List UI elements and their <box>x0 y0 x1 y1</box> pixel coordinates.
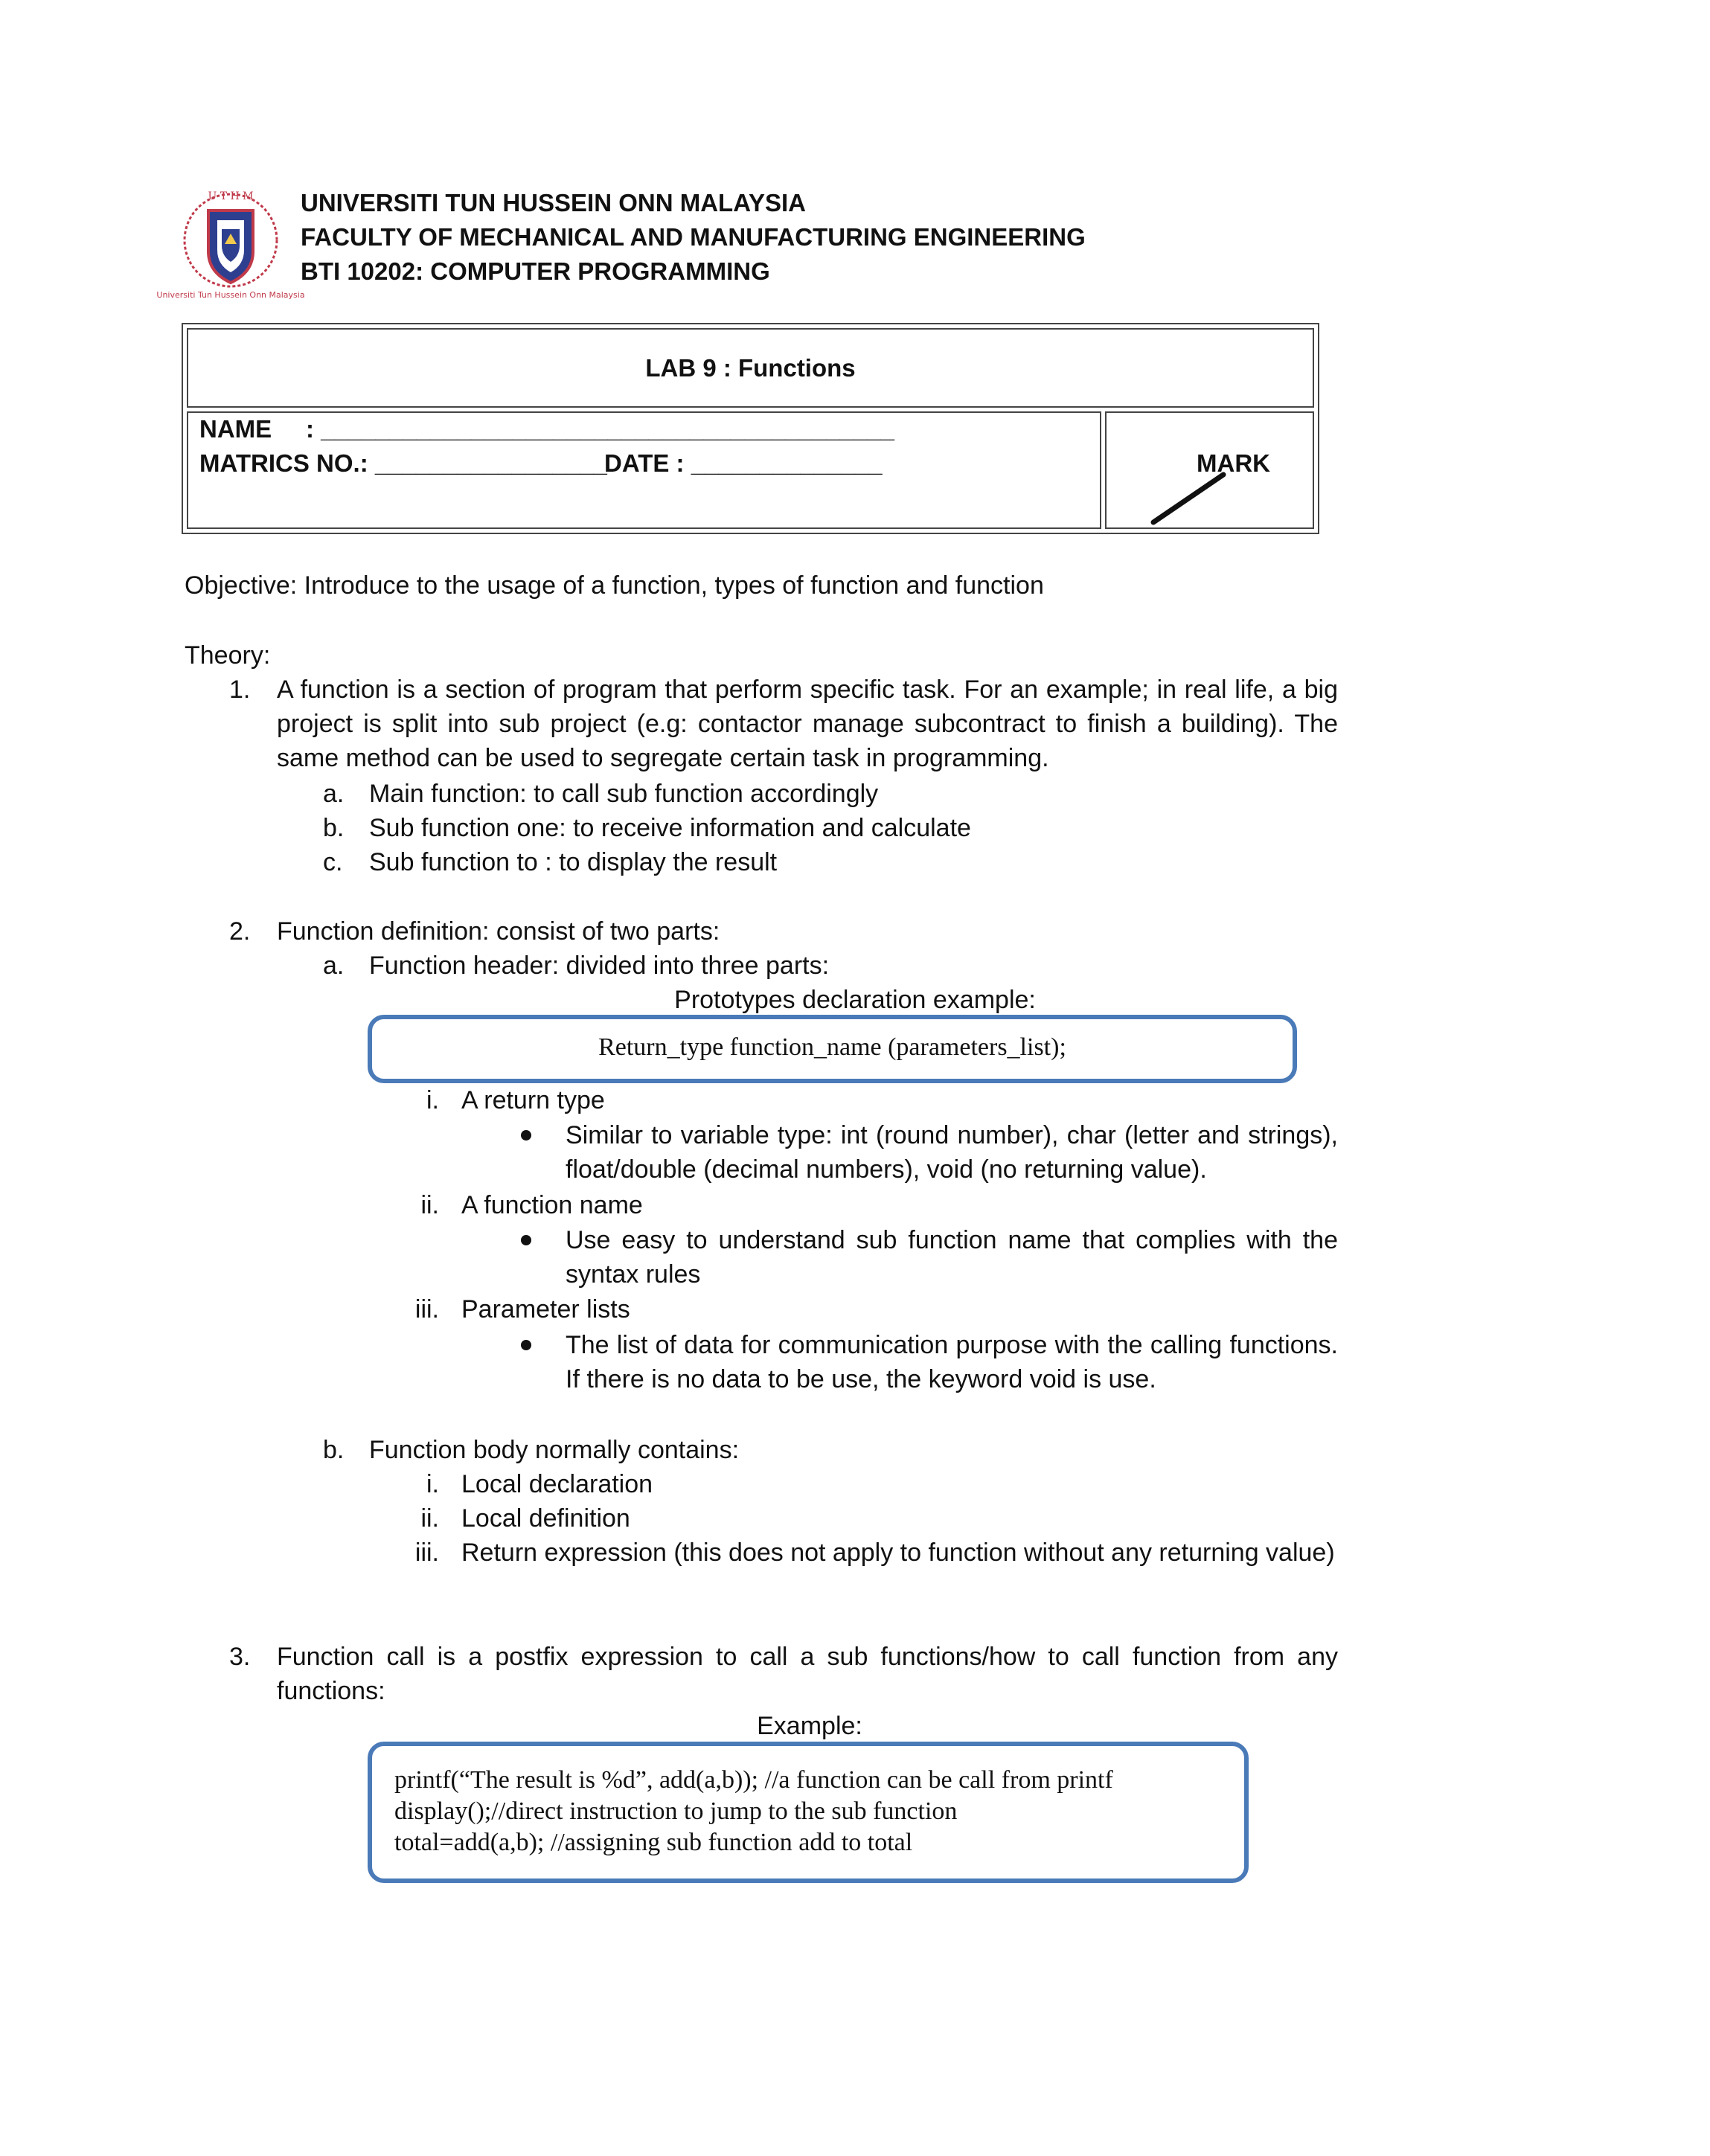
item2-b-label: b. <box>323 1436 345 1464</box>
item3-text: Function call is a postfix expression to call a sub functions/how to call function from any functions: <box>277 1643 1338 1705</box>
item1-sub-c-label: c. <box>323 848 343 876</box>
lab-title: LAB 9 : Functions <box>645 354 856 382</box>
date-label: DATE : <box>604 449 691 477</box>
svg-text:Universiti Tun Hussein Onn Mal: Universiti Tun Hussein Onn Malaysia <box>156 290 305 300</box>
body-i-text: Local declaration <box>461 1470 653 1498</box>
uthm-logo <box>156 177 305 304</box>
example-code-line-1: printf(“The result is %d”, add(a,b)); //a function can be call from printf <box>394 1766 1113 1794</box>
svg-text:U T H M: U T H M <box>208 190 254 202</box>
faculty-name: FACULTY OF MECHANICAL AND MANUFACTURING ENGINEERING <box>301 223 1086 251</box>
matrics-field[interactable]: _________________ <box>374 449 607 477</box>
matrics-label: MATRICS NO.: <box>199 449 375 477</box>
item3-number: 3. <box>229 1643 251 1671</box>
item1-text: A function is a section of program that perform specific task. For an example; in real life, a big project is split into sub project (e.g: contactor manage subcontract to finish a building). The same method can be used to segregate certain task in programming. <box>277 676 1338 772</box>
item1-sub-a-label: a. <box>323 780 345 808</box>
item1-sub-b-label: b. <box>323 814 345 842</box>
date-row <box>604 446 883 481</box>
course-name: BTI 10202: COMPUTER PROGRAMMING <box>301 257 770 285</box>
prototype-code: Return_type function_name (parameters_list); <box>598 1033 1066 1061</box>
university-name: UNIVERSITI TUN HUSSEIN ONN MALAYSIA <box>301 189 807 216</box>
example-code-line-2: display();//direct instruction to jump to the sub function <box>394 1797 958 1825</box>
part-ii-bullet: Use easy to understand sub function name that complies with the syntax rules <box>566 1226 1338 1289</box>
item1-sub-a-text: Main function: to call sub function accordingly <box>369 780 879 808</box>
item1-number: 1. <box>229 676 251 704</box>
part-iii-bullet: The list of data for communication purpose with the calling functions. If there is no data to be use, the keyword void is use. <box>566 1331 1338 1393</box>
matrics-row <box>199 446 607 481</box>
example-code-line-3: total=add(a,b); //assigning sub function add to total <box>394 1829 913 1856</box>
date-field[interactable]: ______________ <box>691 449 883 477</box>
part-ii-title: A function name <box>461 1191 643 1219</box>
body-iii-text: Return expression (this does not apply to function without any returning value) <box>461 1539 1335 1567</box>
name-label: NAME : <box>199 415 321 443</box>
mark-label: MARK <box>1197 449 1270 477</box>
item2-a-label: a. <box>323 952 345 980</box>
example-caption: Example: <box>757 1712 862 1740</box>
bullet-icon <box>521 1130 531 1140</box>
part-iii-title: Parameter lists <box>461 1295 630 1324</box>
item1-sub-b-text: Sub function one: to receive information and calculate <box>369 814 971 842</box>
item2-text: Function definition: consist of two parts: <box>277 917 720 946</box>
body-i-label: i. <box>426 1470 439 1498</box>
name-field[interactable]: __________________________________________ <box>321 415 894 443</box>
prototype-caption: Prototypes declaration example: <box>674 986 1036 1014</box>
mark-slash <box>1146 469 1235 528</box>
item2-b-text: Function body normally contains: <box>369 1436 740 1464</box>
body-ii-text: Local definition <box>461 1504 630 1533</box>
name-row <box>199 412 894 446</box>
part-i-title: A return type <box>461 1086 605 1114</box>
part-i-bullet: Similar to variable type: int (round number), char (letter and strings), float/double (decimal numbers), void (no returning value). <box>566 1121 1338 1184</box>
bullet-icon <box>521 1235 531 1245</box>
objective: Objective: Introduce to the usage of a function, types of function and function <box>185 571 1044 600</box>
item2-number: 2. <box>229 917 251 946</box>
part-iii-label: iii. <box>414 1295 439 1324</box>
body-iii-label: iii. <box>414 1539 439 1567</box>
part-i-label: i. <box>426 1086 439 1114</box>
theory-heading: Theory: <box>185 641 271 670</box>
part-ii-label: ii. <box>420 1191 439 1219</box>
item1-sub-c-text: Sub function to : to display the result <box>369 848 778 876</box>
body-ii-label: ii. <box>420 1504 439 1533</box>
item2-a-text: Function header: divided into three parts: <box>369 952 830 980</box>
bullet-icon <box>521 1340 531 1350</box>
